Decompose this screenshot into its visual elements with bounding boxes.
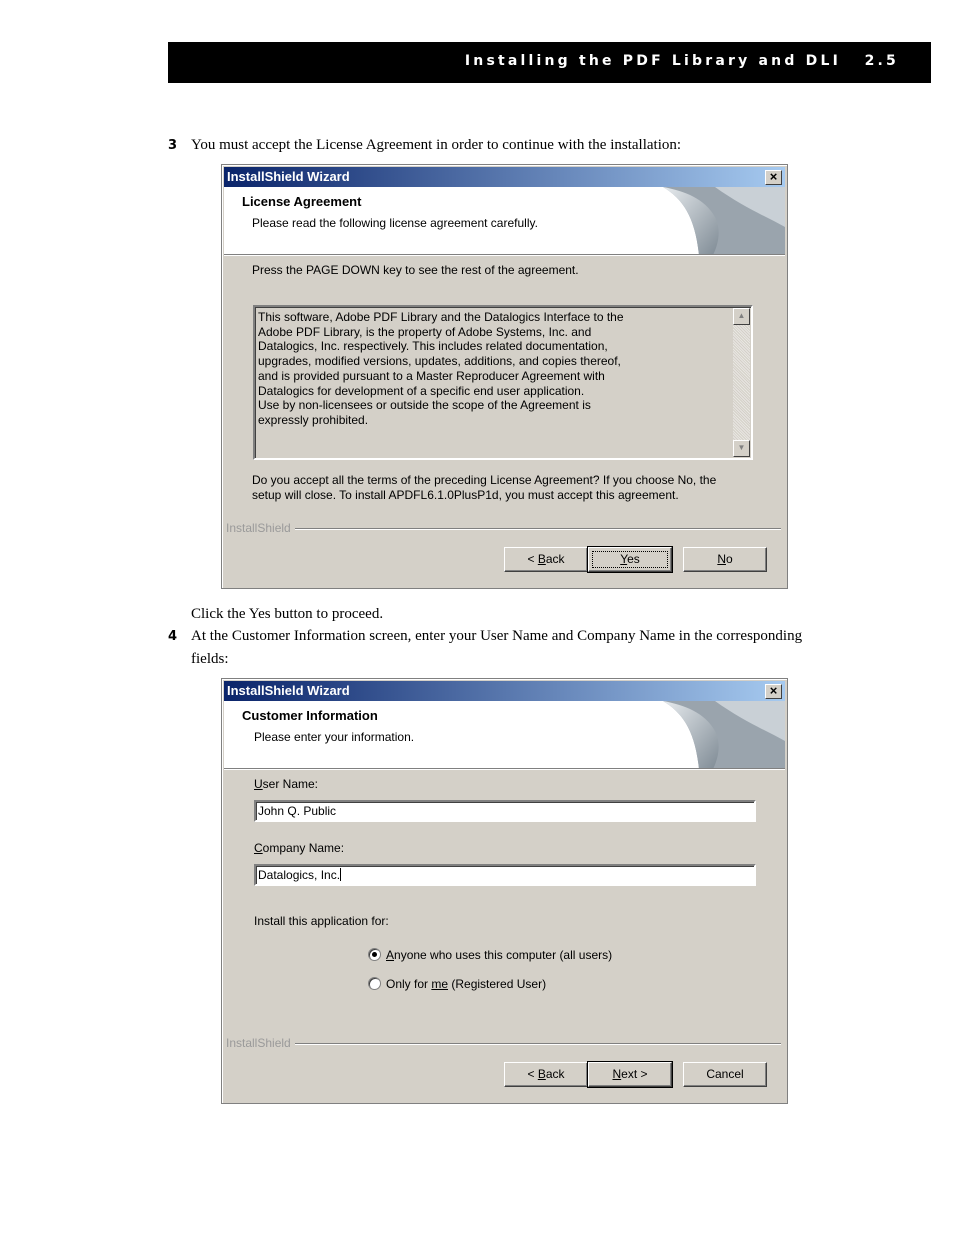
header-title: Installing the PDF Library and DLI [464, 53, 841, 69]
installshield-divider [226, 1036, 781, 1050]
running-header [168, 42, 931, 83]
close-icon: × [769, 683, 778, 698]
dialog-title: InstallShield Wizard [227, 169, 350, 184]
only-me-radio[interactable] [368, 977, 381, 990]
installshield-brand: InstallShield [226, 521, 295, 535]
no-label: o [725, 552, 733, 566]
all-users-accelerator: A [386, 948, 395, 962]
next-accelerator: N [612, 1067, 622, 1081]
license-text-box[interactable] [253, 305, 753, 460]
accept-question-line2: setup will close. To install APDFL6.1.0PlusP1d, you must accept this agreement. [252, 488, 679, 502]
focus-rect [592, 551, 668, 568]
page-down-instruction: Press the PAGE DOWN key to see the rest of the agreement. [252, 263, 579, 277]
dialog-banner [224, 187, 785, 255]
dialog-titlebar[interactable] [224, 681, 785, 701]
divider-rule [226, 528, 781, 530]
license-scrollbar[interactable] [733, 308, 750, 457]
yes-accelerator: Y [620, 552, 628, 566]
company-name-label-text: ompany Name: [262, 841, 345, 855]
back-button[interactable] [504, 547, 588, 572]
installshield-divider [226, 521, 781, 535]
user-name-accelerator: U [254, 777, 263, 791]
banner-subheading: Please read the following license agreement carefully. [252, 216, 538, 230]
step-4-line2: fields: [191, 651, 229, 667]
next-button[interactable] [588, 1062, 672, 1087]
only-me-text: (Registered User) [448, 977, 547, 991]
license-agreement-dialog [221, 164, 788, 589]
back-accelerator: B [537, 552, 546, 566]
company-name-field[interactable] [254, 864, 756, 886]
yes-label: es [627, 552, 640, 566]
divider-rule [226, 1043, 781, 1045]
after-step-3-text: Click the Yes button to proceed. [191, 606, 384, 622]
back-prefix: < [527, 1067, 538, 1081]
scroll-down-button[interactable] [733, 440, 750, 457]
dialog-banner [224, 701, 785, 769]
back-prefix: < [527, 552, 538, 566]
only-me-prefix: Only for [386, 977, 432, 991]
company-name-value: Datalogics, Inc. [258, 868, 341, 882]
arrow-up-icon: ▲ [737, 311, 746, 320]
user-name-label [254, 777, 318, 792]
company-name-accelerator: C [254, 841, 263, 855]
banner-subheading: Please enter your information. [254, 730, 415, 744]
banner-heading: Customer Information [242, 708, 378, 723]
step-3-number: 3 [168, 138, 178, 153]
user-name-value: John Q. Public [258, 804, 337, 818]
dialog-title: InstallShield Wizard [227, 683, 350, 698]
page-curl-icon [655, 187, 785, 255]
text-caret [340, 868, 341, 881]
scroll-up-button[interactable] [733, 308, 750, 325]
yes-button[interactable] [588, 547, 672, 572]
company-name-label [254, 841, 344, 856]
accept-question-line1: Do you accept all the terms of the preceding License Agreement? If you choose No, the [252, 473, 717, 487]
all-users-text: nyone who uses this computer (all users) [394, 948, 613, 962]
back-label: ack [545, 1067, 565, 1081]
no-accelerator: N [717, 552, 726, 566]
arrow-down-icon: ▼ [737, 443, 746, 452]
cancel-button[interactable]: Cancel [683, 1062, 767, 1087]
step-4-number: 4 [168, 629, 178, 644]
next-label: ext > [621, 1067, 648, 1081]
installshield-brand: InstallShield [226, 1036, 295, 1050]
page-curl-icon [655, 701, 785, 769]
no-button[interactable] [683, 547, 767, 572]
user-name-label-text: ser Name: [262, 777, 319, 791]
only-me-label[interactable] [386, 977, 546, 992]
back-label: ack [545, 552, 565, 566]
all-users-radio[interactable] [368, 948, 381, 961]
header-page-number: 2.5 [864, 53, 899, 69]
step-4-line1: At the Customer Information screen, enter your User Name and Company Name in the corresponding [191, 628, 803, 644]
only-me-accelerator: me [431, 977, 449, 991]
back-accelerator: B [537, 1067, 546, 1081]
close-button[interactable] [765, 684, 782, 699]
banner-heading: License Agreement [242, 194, 362, 209]
install-for-label: Install this application for: [254, 914, 389, 928]
close-button[interactable] [765, 170, 782, 185]
customer-information-dialog [221, 678, 788, 1104]
license-text: This software, Adobe PDF Library and the Datalogics Interface to the Adobe PDF Library, is the property of Adobe Systems, Inc. and Datalogics, Inc. respectively. This includes related documentation, upgrades, modified versions, updates, additions, and copies thereof, and is provided pursuant to a Master Reproducer Agreement with Datalogics for development of a specific end user application. Use by non-licensees or outside the scope of the Agreement is expressly prohibited. [258, 310, 624, 427]
dialog-titlebar[interactable] [224, 167, 785, 187]
back-button[interactable] [504, 1062, 588, 1087]
step-3-text: You must accept the License Agreement in order to continue with the installation: [191, 137, 682, 153]
user-name-field[interactable] [254, 800, 756, 822]
close-icon: × [769, 169, 778, 184]
all-users-label[interactable] [386, 948, 612, 963]
